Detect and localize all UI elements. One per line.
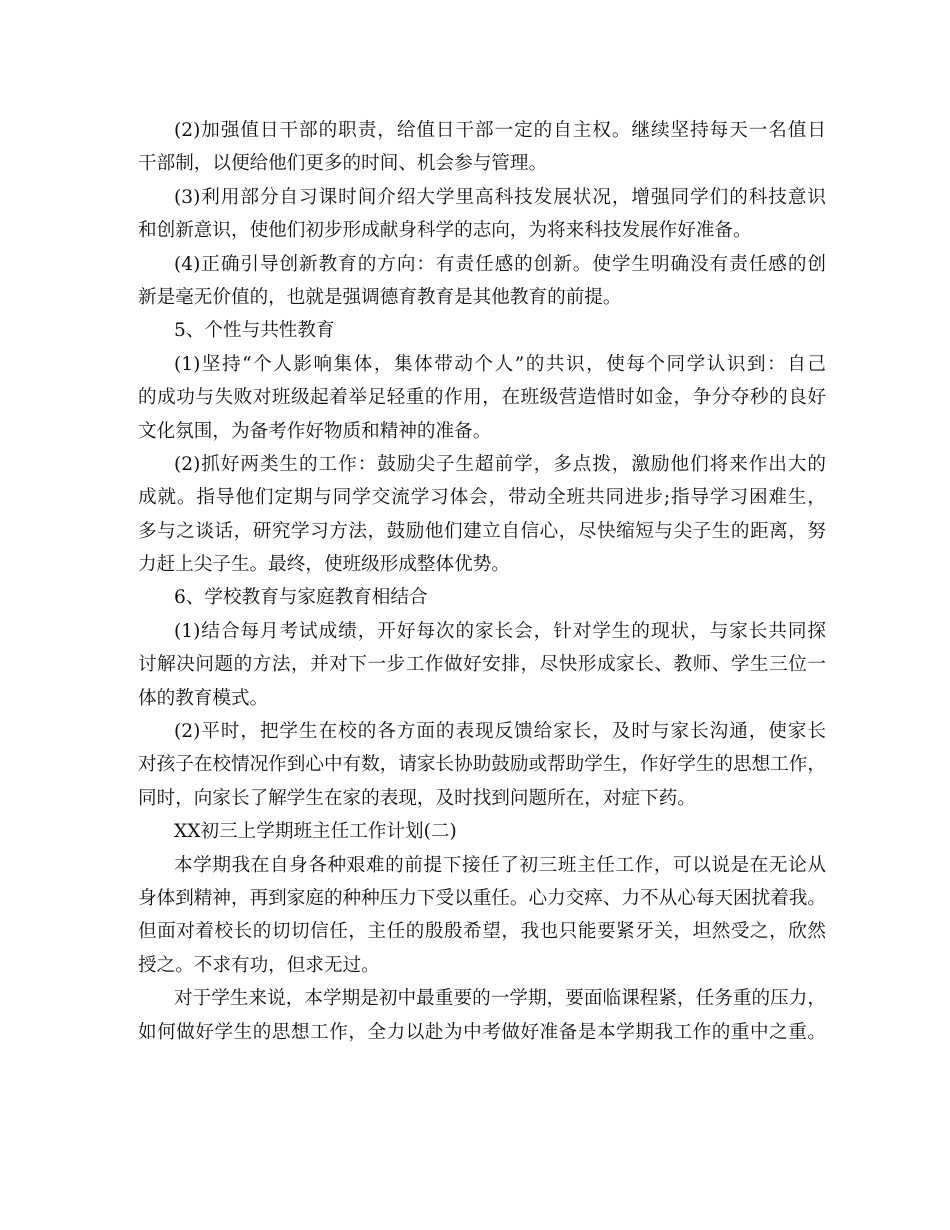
text-line: 多与之谈话，研究学习方法，鼓励他们建立自信心，尽快缩短与尖子生的距离，努 (138, 520, 826, 542)
text-line: (1)坚持“个人影响集体，集体带动个人”的共识，使每个同学认识到：自己 (174, 353, 826, 375)
text-line: (2)平时，把学生在校的各方面的表现反馈给家长，及时与家长沟通，使家长 (174, 721, 826, 743)
text-line: 5、个性与共性教育 (174, 320, 335, 342)
text-line: 同时，向家长了解学生在家的表现，及时找到问题所在，对症下药。 (138, 787, 696, 809)
text-line: 体的教育模式。 (138, 687, 269, 709)
text-line: (1)结合每月考试成绩，开好每次的家长会，针对学生的现状，与家长共同探 (174, 620, 826, 642)
text-line: 讨解决问题的方法，并对下一步工作做好安排，尽快形成家长、教师、学生三位一 (138, 654, 826, 676)
text-line: 对孩子在校情况作到心中有数，请家长协助鼓励或帮助学生，作好学生的思想工作， (138, 754, 826, 776)
text-line: 6、学校教育与家庭教育相结合 (174, 587, 428, 609)
text-line: 文化氛围，为备考作好物质和精神的准备。 (138, 420, 492, 442)
text-line: (2)抓好两类生的工作：鼓励尖子生超前学，多点拨，激励他们将来作出大的 (174, 453, 826, 475)
text-line: 成就。指导他们定期与同学交流学习体会，带动全班共同进步;指导学习困难生， (138, 487, 826, 509)
text-line: (4)正确引导创新教育的方向：有责任感的创新。使学生明确没有责任感的创 (174, 253, 826, 275)
text-line: 但面对着校长的切切信任，主任的殷殷希望，我也只能要紧牙关，坦然受之，欣然 (138, 921, 826, 943)
text-line: (3)利用部分自习课时间介绍大学里高科技发展状况，增强同学们的科技意识 (174, 186, 826, 208)
text-line: 本学期我在自身各种艰难的前提下接任了初三班主任工作，可以说是在无论从 (174, 854, 826, 876)
text-line: 的成功与失败对班级起着举足轻重的作用，在班级营造惜时如金，争分夺秒的良好 (138, 387, 826, 409)
text-line: 对于学生来说，本学期是初中最重要的一学期，要面临课程紧，任务重的压力， (174, 988, 826, 1010)
text-line: 力赶上尖子生。最终，使班级形成整体优势。 (138, 554, 510, 576)
text-line: 干部制，以便给他们更多的时间、机会参与管理。 (138, 153, 548, 175)
text-line: 授之。不求有功，但求无过。 (138, 954, 380, 976)
text-line: (2)加强值日干部的职责，给值日干部一定的自主权。继续坚持每天一名值日 (174, 120, 826, 141)
text-line: XX初三上学期班主任工作计划(二) (174, 821, 457, 843)
document-page (138, 114, 826, 1049)
text-line: 如何做好学生的思想工作，全力以赴为中考做好准备是本学期我工作的重中之重。 (138, 1021, 826, 1043)
text-line: 和创新意识，使他们初步形成献身科学的志向，为将来科技发展作好准备。 (138, 220, 752, 242)
text-line: 新是毫无价值的，也就是强调德育教育是其他教育的前提。 (138, 286, 622, 308)
text-line: 身体到精神，再到家庭的种种压力下受以重任。心力交瘁、力不从心每天困扰着我。 (138, 887, 826, 909)
